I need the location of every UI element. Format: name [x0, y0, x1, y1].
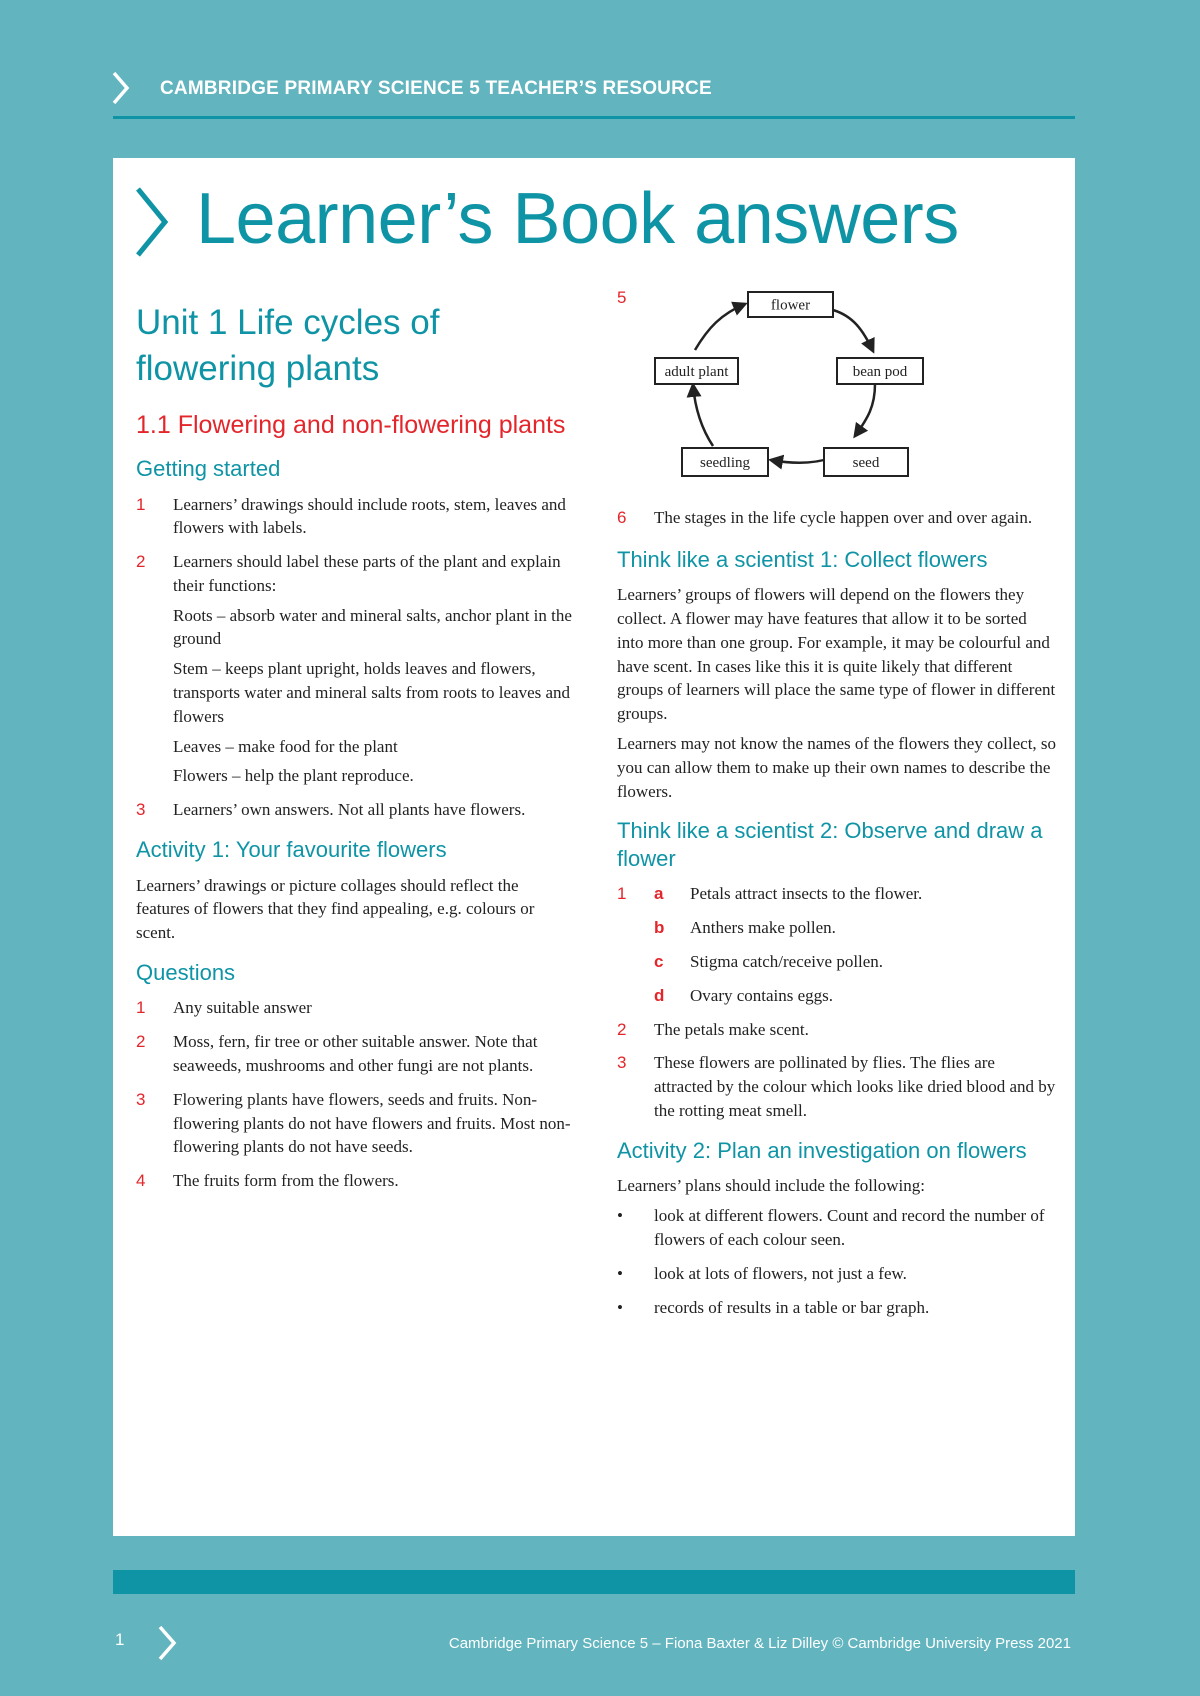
question-1	[136, 996, 576, 1020]
scientist2-title: Think like a scientist 2: Observe and draw a flower	[617, 818, 1043, 871]
question-6	[617, 506, 1057, 530]
item-text: These flowers are pollinated by flies. The flies are attracted by the colour which looks like dried blood and by the rotting meat smell.	[654, 1053, 1056, 1121]
item-text: The fruits form from the flowers.	[173, 1171, 399, 1191]
stage-seed	[824, 448, 908, 476]
left-column	[136, 300, 576, 1203]
stem-function: Stem – keeps plant upright, holds leaves and flowers, transports water and mineral salts from roots to leaves and flowers	[173, 659, 571, 726]
item-number: 5	[617, 288, 627, 307]
scientist2-item-3	[617, 1051, 1057, 1122]
item-number: 2	[617, 1019, 627, 1039]
stage-label: bean pod	[852, 364, 908, 380]
running-head: CAMBRIDGE PRIMARY SCIENCE 5 TEACHER’S RESOURCE	[160, 78, 712, 99]
life-cycle-diagram	[653, 288, 943, 488]
arrow-seed-to-seedling	[771, 458, 831, 463]
sub-item-letter: a	[654, 884, 664, 904]
stage-label: flower	[770, 297, 811, 314]
item-text: The stages in the life cycle happen over and over again.	[654, 508, 1033, 527]
item-text: look at different flowers. Count and record the number of flowers of each colour seen.	[654, 1206, 1045, 1249]
getting-started-title: Getting started	[136, 456, 281, 481]
question-5	[617, 288, 1057, 494]
right-column	[617, 288, 1057, 1329]
getting-started-item-2	[136, 550, 576, 788]
activity2-bullet-3	[617, 1296, 1057, 1320]
question-3	[136, 1088, 576, 1159]
footer-chevron-icon	[155, 1624, 179, 1662]
scientist2-item-1a	[617, 882, 1057, 906]
item-text: Petals attract insects to the flower.	[690, 884, 923, 904]
section-title: 1.1 Flowering and non-flowering plants	[136, 411, 566, 439]
item-text: Any suitable answer	[173, 998, 312, 1018]
scientist2-item-1d	[654, 984, 1057, 1008]
item-number: 6	[617, 508, 627, 527]
bullet-marker: •	[617, 1206, 623, 1226]
item-text: Ovary contains eggs.	[690, 985, 834, 1005]
header-rule	[113, 116, 1075, 119]
item-number: 3	[617, 1053, 627, 1073]
page-number: 1	[115, 1630, 125, 1649]
questions-title: Questions	[136, 959, 236, 985]
getting-started-item-3	[136, 798, 576, 822]
item-number: 2	[136, 552, 146, 572]
unit-title: Unit 1 Life cycles of flowering plants	[136, 303, 440, 388]
item-number: 1	[617, 884, 627, 904]
question-2	[136, 1030, 576, 1078]
item-text: Anthers make pollen.	[690, 918, 836, 938]
roots-function: Roots – absorb water and mineral salts, anchor plant in the ground	[173, 605, 572, 649]
item-number: 2	[136, 1032, 146, 1052]
sub-item-letter: d	[654, 985, 665, 1005]
item-text: Learners’ drawings should include roots, stem, leaves and flowers with labels.	[173, 494, 566, 538]
item-text: look at lots of flowers, not just a few.	[654, 1263, 907, 1283]
scientist1-title: Think like a scientist 1: Collect flowers	[617, 546, 988, 572]
stage-label: seedling	[700, 455, 750, 471]
arrow-flower-to-bean-pod	[833, 310, 873, 351]
stage-flower	[748, 292, 833, 317]
item-text: Flowering plants have flowers, seeds and fruits. Non-flowering plants do not have flowers and fruits. Most non-flowering plants do not have seeds.	[173, 1089, 571, 1157]
bullet-marker: •	[617, 1297, 623, 1317]
page-title: Learner’s Book answers	[196, 179, 959, 259]
stage-adult-plant	[655, 358, 738, 384]
scientist2-item-1b	[654, 916, 1057, 940]
item-text: records of results in a table or bar graph.	[654, 1297, 930, 1317]
header-chevron-icon	[110, 70, 132, 106]
activity1-text: Learners’ drawings or picture collages should reflect the features of flowers that they find appealing, e.g. colours or scent.	[136, 875, 535, 943]
flowers-function: Flowers – help the plant reproduce.	[173, 766, 414, 786]
activity2-intro: Learners’ plans should include the following:	[617, 1176, 925, 1196]
item-text: Stigma catch/receive pollen.	[690, 952, 884, 972]
item-text: Learners’ own answers. Not all plants have flowers.	[173, 800, 526, 820]
scientist2-item-2	[617, 1018, 1057, 1042]
activity2-title: Activity 2: Plan an investigation on flowers	[617, 1137, 1027, 1163]
copyright-notice: Cambridge Primary Science 5 – Fiona Baxter & Liz Dilley © Cambridge University Press 2021	[448, 1635, 1071, 1652]
item-number: 4	[136, 1171, 146, 1191]
stage-label: adult plant	[664, 364, 729, 380]
bullet-marker: •	[617, 1263, 623, 1283]
stage-bean-pod	[837, 358, 923, 384]
item-number: 1	[136, 998, 146, 1018]
sub-item-letter: b	[654, 918, 665, 938]
item-number: 1	[136, 494, 146, 514]
scientist2-item-1c	[654, 950, 1057, 974]
sub-item-letter: c	[654, 952, 664, 972]
title-chevron-icon	[132, 185, 172, 259]
arrow-bean-pod-to-seed	[855, 384, 875, 436]
item-text: Learners should label these parts of the plant and explain their functions:	[173, 552, 561, 595]
leaves-function: Leaves – make food for the plant	[173, 736, 398, 756]
stage-label: seed	[852, 455, 880, 471]
arrow-seedling-to-adult-plant	[693, 385, 713, 446]
item-number: 3	[136, 800, 146, 820]
footer-bar	[113, 1570, 1075, 1594]
item-text: Moss, fern, fir tree or other suitable answer. Note that seaweeds, mushrooms and other fungi are not plants.	[173, 1032, 538, 1076]
scientist1-paragraph-1: Learners’ groups of flowers will depend on the flowers they collect. A flower may have features that allow it to be sorted into more than one group. For example, it may be colourful and have scent. In cases like this it is quite likely that different groups of learners will place the same type of flower in different groups.	[617, 585, 1056, 724]
getting-started-item-1	[136, 493, 576, 541]
activity2-bullet-2	[617, 1262, 1057, 1286]
activity2-bullet-1	[617, 1204, 1057, 1252]
scientist1-paragraph-2: Learners may not know the names of the flowers they collect, so you can allow them to make up their own names to describe the flowers.	[617, 734, 1057, 801]
arrow-adult-plant-to-flower	[695, 304, 745, 350]
question-4	[136, 1169, 576, 1193]
item-text: The petals make scent.	[654, 1019, 809, 1039]
item-number: 3	[136, 1089, 146, 1109]
activity1-title: Activity 1: Your favourite flowers	[136, 837, 447, 863]
stage-seedling	[682, 448, 768, 476]
